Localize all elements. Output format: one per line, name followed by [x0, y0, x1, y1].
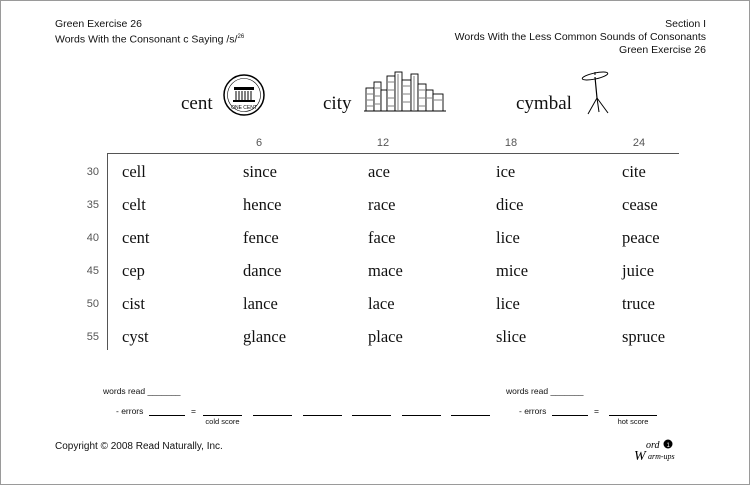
cold-score-label: cold score [205, 417, 240, 426]
word-cell: dance [243, 261, 282, 280]
example-word-cent: cent [181, 93, 213, 114]
word-cell: spruce [622, 327, 666, 346]
exercise-subtitle: Words With the Consonant c Saying /s/$^{26}$ [55, 33, 245, 46]
word-cell: lice [496, 294, 520, 313]
word-cell: lance [243, 294, 278, 313]
word-cell: celt [122, 195, 146, 214]
svg-text:ONE CENT: ONE CENT [231, 105, 257, 111]
errors-blank-hot[interactable] [552, 415, 588, 416]
word-cell: peace [622, 228, 660, 247]
equals-sign-hot: = [594, 406, 599, 416]
word-cell: mice [496, 261, 529, 280]
score-blank[interactable] [402, 415, 441, 416]
word-warm-ups-logo [632, 437, 704, 463]
hot-score-label: hot score [617, 417, 649, 426]
word-cell: cease [622, 195, 658, 214]
row-count: 50 [86, 298, 99, 310]
city-skyline-icon [364, 70, 446, 112]
section-exercise: Green Exercise 26 [619, 44, 706, 56]
svg-text:W: W [634, 449, 646, 463]
word-cell: lice [496, 228, 520, 247]
word-cell: hence [243, 195, 282, 214]
word-cell: since [243, 162, 277, 181]
cymbal-stand-icon [580, 68, 614, 116]
words-read-label-cold: words read _______ [103, 386, 181, 396]
row-count: 35 [86, 199, 99, 211]
svg-text:1: 1 [666, 443, 670, 449]
word-cell: face [368, 228, 396, 247]
errors-label-hot: - errors [519, 406, 547, 416]
word-cell: cell [122, 162, 146, 181]
word-cell: mace [368, 261, 403, 280]
word-cell: glance [243, 327, 287, 346]
hot-score-blank[interactable] [609, 415, 657, 416]
word-cell: place [368, 327, 403, 346]
word-cell: slice [496, 327, 527, 346]
example-word-city: city [323, 93, 352, 114]
errors-label-cold: - errors [116, 406, 144, 416]
table-left-rule [107, 153, 108, 350]
word-cell: dice [496, 195, 524, 214]
section-subtitle: Words With the Less Common Sounds of Consonants [454, 31, 706, 43]
penny-coin-icon [222, 73, 266, 117]
word-cell: fence [243, 228, 279, 247]
example-word-cymbal: cymbal [516, 93, 572, 114]
word-cell: juice [622, 261, 655, 280]
word-cell: cent [122, 228, 150, 247]
errors-blank-cold[interactable] [149, 415, 185, 416]
word-cell: race [368, 195, 396, 214]
word-cell: truce [622, 294, 655, 313]
word-cell: ice [496, 162, 516, 181]
word-cell: cite [622, 162, 646, 181]
section-title: Section I [665, 18, 706, 30]
row-count: 30 [86, 166, 99, 178]
column-count-18: 18 [504, 137, 518, 149]
exercise-header [55, 18, 244, 47]
score-blank[interactable] [303, 415, 342, 416]
copyright-text: Copyright © 2008 Read Naturally, Inc. [55, 441, 223, 452]
row-count: 55 [86, 331, 99, 343]
score-blank[interactable] [352, 415, 391, 416]
word-cell: cep [122, 261, 145, 280]
column-count-24: 24 [632, 137, 646, 149]
cold-score-blank[interactable] [203, 415, 242, 416]
exercise-title: Green Exercise 26 [55, 18, 142, 30]
word-cell: cist [122, 294, 145, 313]
word-cell: cyst [122, 327, 149, 346]
table-top-rule [107, 153, 679, 154]
equals-sign-cold: = [191, 406, 196, 416]
words-read-label-hot: words read _______ [506, 386, 584, 396]
word-cell: lace [368, 294, 395, 313]
svg-text:arm-ups: arm-ups [648, 452, 675, 461]
word-cell: ace [368, 162, 390, 181]
score-blank[interactable] [253, 415, 292, 416]
svg-text:ord: ord [646, 440, 660, 451]
row-count: 40 [86, 232, 99, 244]
row-count: 45 [86, 265, 99, 277]
score-blank[interactable] [451, 415, 490, 416]
section-header [455, 18, 706, 57]
column-count-6: 6 [255, 137, 263, 149]
column-count-12: 12 [376, 137, 390, 149]
